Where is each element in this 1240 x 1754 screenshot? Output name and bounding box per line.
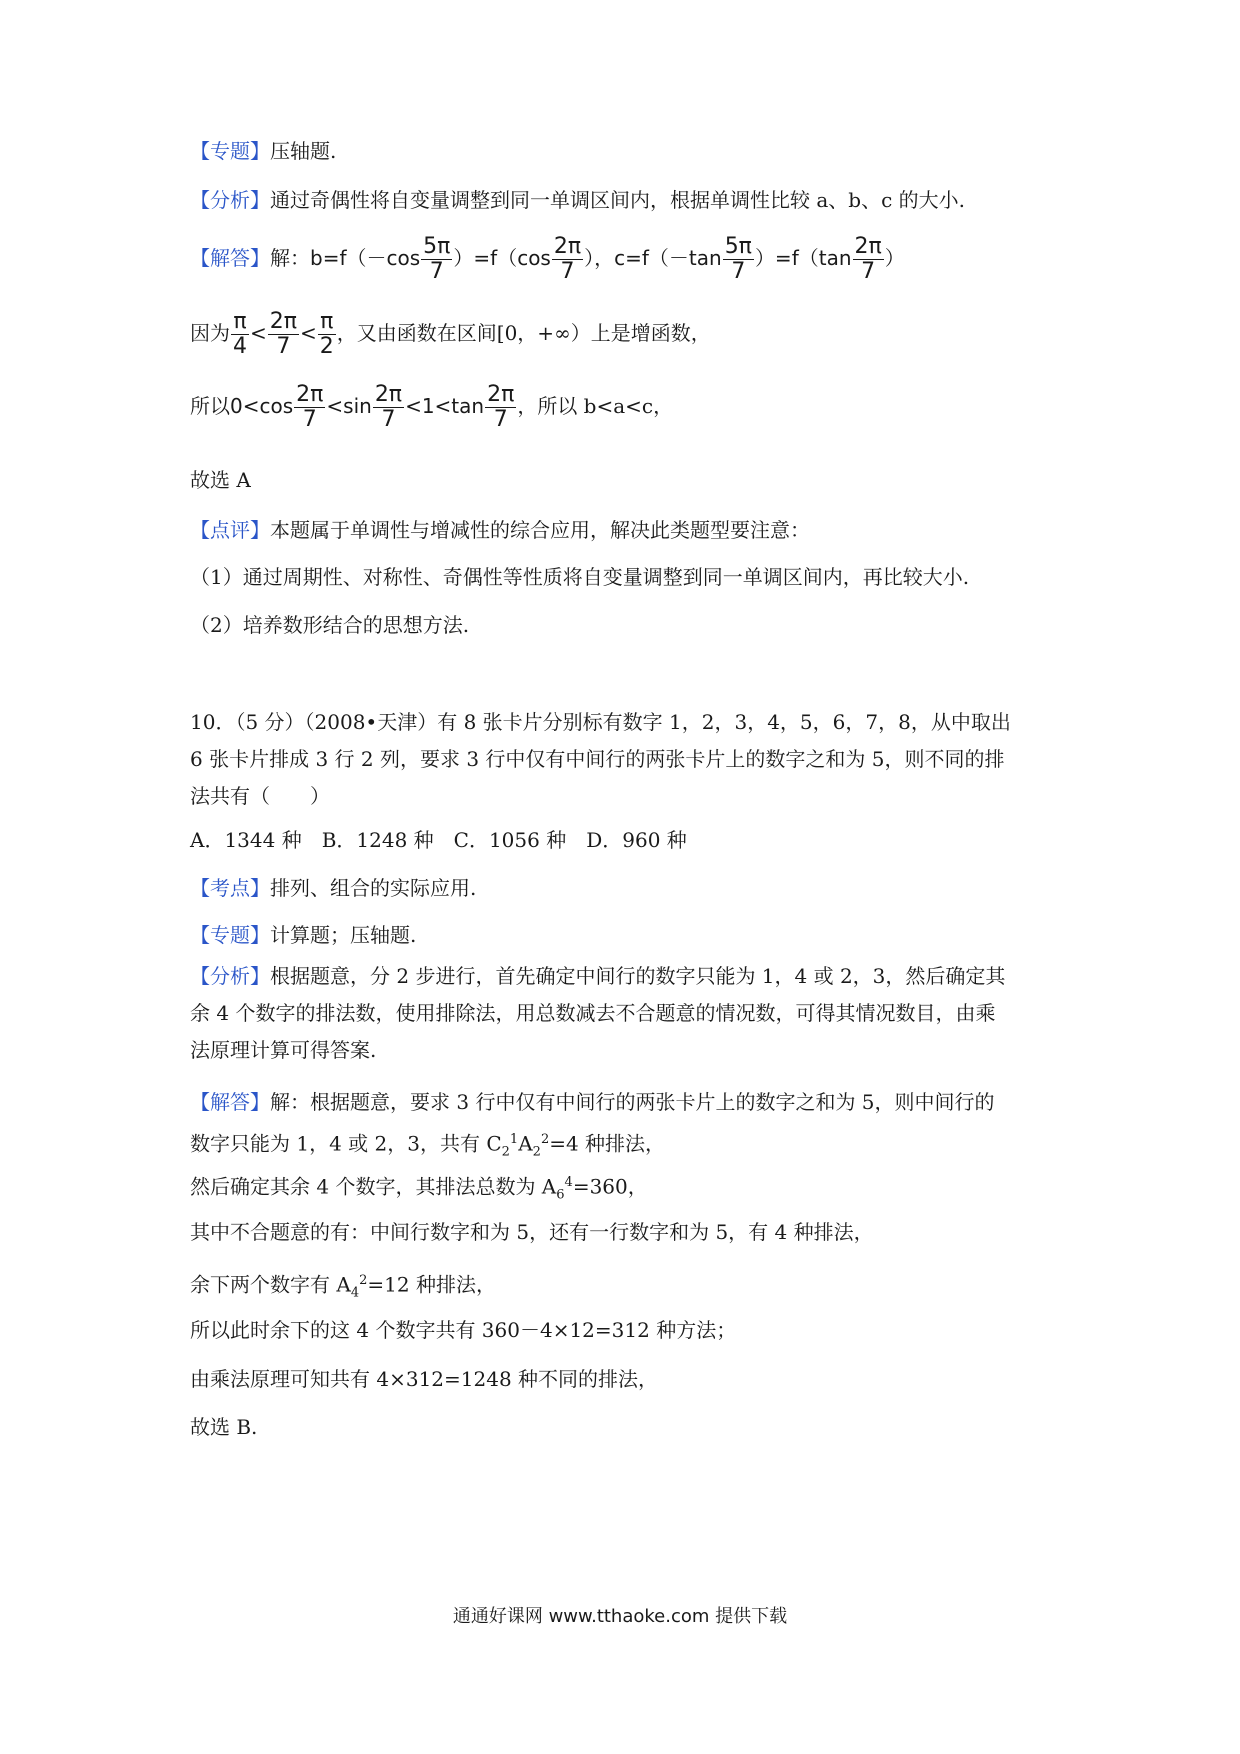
denominator: 4: [233, 334, 247, 359]
suoyi-text-1: 所以0<cos: [190, 394, 294, 418]
numerator: 2π: [854, 234, 882, 259]
dianping-tag: 【点评】: [190, 518, 270, 542]
step-2: [190, 1170, 1070, 1209]
step-6: 由乘法原理可知共有 4×312=1248 种不同的排法，: [190, 1367, 659, 1391]
kaodian-tag: 【考点】: [190, 876, 270, 900]
jieda-line-2: [190, 1121, 1070, 1171]
numerator: 2π: [296, 382, 324, 407]
suoyi-text-4: ，所以 b<a<c，: [517, 394, 674, 418]
denominator: 7: [493, 407, 508, 432]
point-1: （1）通过周期性、对称性、奇偶性等性质将自变量调整到同一单调区间内，再比较大小.: [190, 565, 970, 589]
step4-post: =12 种排法，: [367, 1272, 496, 1297]
less-than: <: [300, 321, 317, 345]
suoyi-line: [190, 378, 1070, 434]
fenxi-line-1: [190, 958, 1070, 995]
c-superscript: 1: [509, 1132, 519, 1147]
less-than: <: [250, 321, 267, 345]
step2-subscript: 6: [556, 1187, 565, 1203]
fraction: [231, 310, 249, 359]
stem-line-2: 6 张卡片排成 3 行 2 列，要求 3 行中仅有中间行的两张卡片上的数字之和为 5，则不同的排: [190, 747, 1005, 771]
suoyi-text-2: <sin: [326, 394, 372, 418]
denominator: 7: [429, 259, 444, 284]
a-superscript: 2: [540, 1132, 550, 1147]
kaodian-line: [190, 875, 1070, 901]
step-3: 其中不合题意的有：中间行数字和为 5，还有一行数字和为 5，有 4 种排法，: [190, 1220, 874, 1244]
step-5: 所以此时余下的这 4 个数字共有 360－4×12=312 种方法；: [190, 1318, 737, 1342]
jieda-text-3: ），c=f（－tan: [584, 246, 722, 270]
fenxi-line-3: 法原理计算可得答案.: [190, 1038, 377, 1062]
denominator: 2: [319, 334, 334, 359]
jieda-line-1: [190, 1084, 1070, 1121]
step4-pre: 余下两个数字有 A: [190, 1272, 351, 1297]
kaodian-text: 排列、组合的实际应用.: [270, 876, 477, 900]
numerator: 2π: [553, 234, 582, 259]
question-10-stem: [190, 704, 1070, 815]
yinwei-line: [190, 305, 1070, 361]
numerator: 2π: [374, 382, 403, 407]
denominator: 7: [861, 259, 876, 284]
fraction: [318, 310, 336, 359]
suoyi-text-3: <1<tan: [405, 394, 485, 418]
fraction: [294, 383, 325, 432]
jieda-text-5: ）: [884, 246, 905, 270]
fenxi-tag: 【分析】: [190, 964, 270, 988]
fenxi-text-1: 根据题意，分 2 步进行，首先确定中间行的数字只能为 1，4 或 2，3，然后确定其: [270, 964, 1006, 988]
fraction: [723, 235, 754, 284]
jieda-text-1: 解：b=f（－cos: [270, 246, 421, 270]
jieda-tag: 【解答】: [190, 246, 270, 270]
c-subscript: 2: [501, 1144, 510, 1160]
step2-post: =360，: [572, 1174, 648, 1199]
numerator: 5π: [423, 234, 451, 259]
fraction: [421, 235, 452, 284]
jieda-line: [190, 230, 1070, 286]
guxuan-a: 故选 A: [190, 468, 251, 492]
fenxi-line-2: 余 4 个数字的排法数，使用排除法，用总数减去不合题意的情况数，可得其情况数目，由乘: [190, 1001, 996, 1025]
fraction: [485, 383, 516, 432]
q10-fenxi: [190, 958, 1070, 1069]
zhuanti-tag: 【专题】: [190, 139, 270, 163]
denominator: 7: [276, 334, 291, 359]
q10-jieda: [190, 1084, 1070, 1171]
fraction: [853, 235, 884, 284]
fraction: [268, 310, 299, 359]
jieda-text-1: 解：根据题意，要求 3 行中仅有中间行的两张卡片上的数字之和为 5，则中间行的: [270, 1090, 995, 1114]
step4-superscript: 2: [359, 1273, 368, 1288]
step4-subscript: 4: [350, 1285, 360, 1301]
denominator: 7: [731, 259, 746, 284]
jieda-text-3: =4 种排法，: [549, 1131, 666, 1156]
point-2: （2）培养数形结合的思想方法.: [190, 613, 470, 637]
numerator: π: [231, 310, 249, 335]
zhuanti-line: [190, 138, 1070, 164]
zhuanti-text: 计算题；压轴题.: [270, 923, 417, 947]
zhuanti-tag: 【专题】: [190, 923, 270, 947]
zhuanti-text: 压轴题.: [270, 139, 337, 163]
stem-line-3: 法共有（ ）: [190, 784, 330, 808]
denominator: 7: [381, 407, 396, 432]
jieda-text-2: 数字只能为 1，4 或 2，3，共有 C: [190, 1131, 502, 1156]
numerator: π: [318, 310, 336, 335]
step-4: [190, 1268, 1070, 1307]
numerator: 2π: [269, 309, 298, 334]
yinwei-text-1: 因为: [190, 321, 230, 345]
fraction: [552, 235, 583, 284]
jieda-text-4: ）=f（tan: [754, 246, 852, 270]
fenxi-line: [190, 187, 1070, 213]
a-subscript: 2: [532, 1144, 541, 1160]
dianping-text: 本题属于单调性与增减性的综合应用，解决此类题型要注意：: [270, 518, 810, 542]
jieda-text-2: ）=f（cos: [453, 246, 551, 270]
stem-line-1: 10．（5 分）（2008•天津）有 8 张卡片分别标有数字 1，2，3，4，5，6，7，8，从中取出: [190, 710, 1011, 734]
answer-options: A．1344 种 B．1248 种 C．1056 种 D．960 种: [190, 828, 687, 852]
step2-superscript: 4: [564, 1175, 573, 1190]
numerator: 5π: [724, 234, 752, 259]
fenxi-tag: 【分析】: [190, 188, 270, 212]
fenxi-text: 通过奇偶性将自变量调整到同一单调区间内，根据单调性比较 a、b、c 的大小.: [270, 188, 965, 212]
numerator: 2π: [487, 382, 515, 407]
fraction: [373, 383, 404, 432]
dianping-line: [190, 517, 1070, 543]
denominator: 7: [302, 407, 317, 432]
page-footer: 通通好课网 www.tthaoke.com 提供下载: [452, 1606, 788, 1627]
q10-zhuanti-line: [190, 922, 1070, 948]
step2-pre: 然后确定其余 4 个数字，其排法总数为 A: [190, 1174, 557, 1199]
denominator: 7: [560, 259, 575, 284]
a-symbol: A: [518, 1131, 533, 1156]
yinwei-text-2: ，又由函数在区间[0，+∞）上是增函数，: [336, 321, 711, 345]
jieda-tag: 【解答】: [190, 1090, 270, 1114]
guxuan-b: 故选 B.: [190, 1415, 258, 1439]
